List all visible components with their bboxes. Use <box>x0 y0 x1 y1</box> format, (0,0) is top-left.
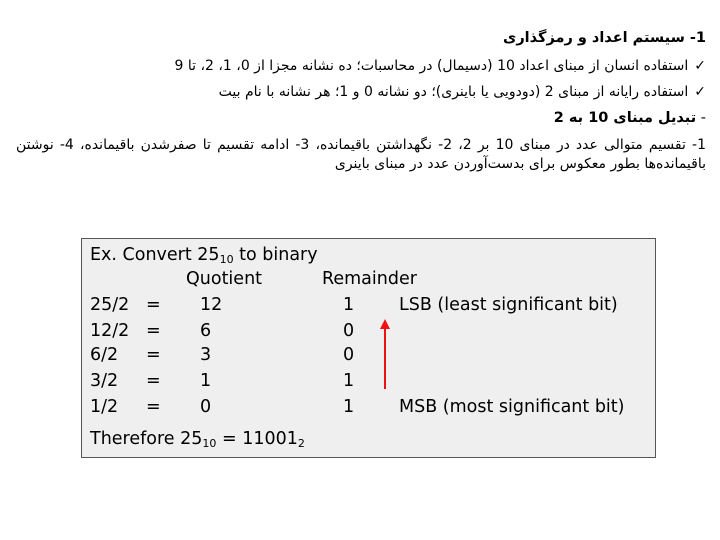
equals-sign: = <box>146 295 161 315</box>
conversion-example-box <box>81 238 656 458</box>
division-expr: 6/2 <box>90 345 119 365</box>
equals-sign: = <box>146 321 161 341</box>
remainder-value: 0 <box>343 345 355 365</box>
procedure-text: 1- تقسیم متوالی عدد در مبنای 10 بر 2، 2- نگهداشتن باقیمانده، 3- ادامه تقسیم تا صفرشدن باقیمانده، 4- نوشتن باقیمانده‌ها بطور معکوس برای بدست‌آوردن عدد در مبنای باینری <box>16 137 706 172</box>
remainder-value: 0 <box>343 321 355 341</box>
result-line: Therefore $25_{10} = 11001_2$ <box>90 429 305 450</box>
remainder-header: Remainder <box>322 269 417 289</box>
subheading <box>16 110 706 126</box>
quotient-value: 6 <box>200 321 212 341</box>
division-expr: 25/2 <box>90 295 130 315</box>
equals-sign: = <box>146 345 161 365</box>
bullet-item <box>6 84 706 100</box>
division-expr: 3/2 <box>90 371 119 391</box>
subheading-text: تبدیل مبنای 10 به 2 <box>553 110 697 126</box>
remainder-value: 1 <box>343 371 355 391</box>
lsb-note: LSB (least significant bit) <box>399 295 618 315</box>
equals-sign: = <box>146 371 161 391</box>
quotient-value: 0 <box>200 397 212 417</box>
subheading-dash: - <box>700 110 706 126</box>
division-expr: 1/2 <box>90 397 119 417</box>
example-title: Ex. Convert $25_{10}$ to binary <box>90 245 318 266</box>
bullet-item <box>6 58 706 74</box>
quotient-header: Quotient <box>186 269 263 289</box>
equals-sign: = <box>146 397 161 417</box>
up-arrow-icon <box>379 319 391 391</box>
check-icon: ✓ <box>694 58 706 74</box>
remainder-value: 1 <box>343 397 355 417</box>
quotient-value: 3 <box>200 345 212 365</box>
bullet-text: استفاده رایانه از مبنای 2 (دودویی یا باینری)؛ دو نشانه 0 و 1؛ هر نشانه با نام بیت <box>218 84 689 100</box>
msb-note: MSB (most significant bit) <box>399 397 625 417</box>
bullet-text: استفاده انسان از مبنای اعداد 10 (دسیمال) در محاسبات؛ ده نشانه مجزا از 0، 1، 2، تا 9 <box>174 58 689 74</box>
remainder-value: 1 <box>343 295 355 315</box>
section-heading: 1- سیستم اعداد و رمزگذاری <box>503 30 706 46</box>
quotient-value: 1 <box>200 371 212 391</box>
check-icon: ✓ <box>694 84 706 100</box>
division-expr: 12/2 <box>90 321 130 341</box>
quotient-value: 12 <box>200 295 223 315</box>
